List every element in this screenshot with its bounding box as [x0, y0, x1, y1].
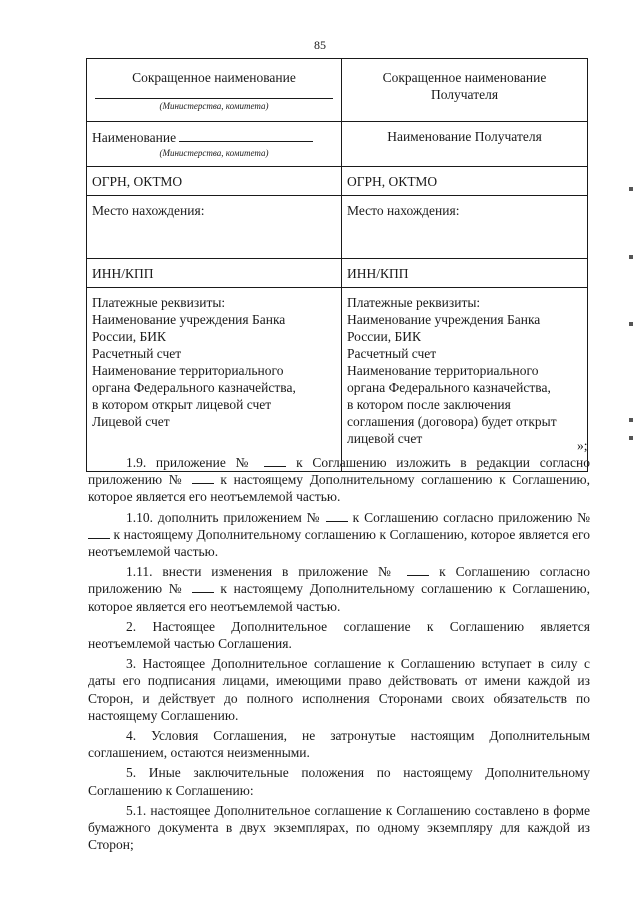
bank-line: Наименование территориального: [92, 363, 284, 378]
bank-line: России, БИК: [347, 329, 421, 344]
table-row: [87, 288, 588, 472]
table-cell: [87, 196, 342, 259]
clause-1-11: [88, 563, 590, 615]
bank-line: Наименование учреждения Банка: [92, 312, 286, 327]
clause-4: 4. Условия Соглашения, не затронутые настоящим Дополнительным соглашением, остаются неизменными.: [88, 728, 590, 761]
signature-underline: [95, 98, 333, 99]
clause-2: 2. Настоящее Дополнительное соглашение к Соглашению является неотъемлемой частью Соглашения.: [88, 618, 590, 652]
bank-line: Платежные реквизиты:: [92, 295, 226, 310]
bank-line: Наименование учреждения Банка: [347, 312, 541, 327]
right-short-title-line2: Получателя: [430, 87, 499, 102]
bank-line: в котором после заключения: [347, 397, 511, 412]
table-row: [87, 259, 588, 288]
scan-margin-mark: [629, 436, 633, 440]
right-name: Наименование Получателя: [387, 129, 542, 144]
bank-line: Наименование территориального: [347, 363, 539, 378]
left-name-line: [92, 128, 336, 146]
requisites-table: [86, 58, 588, 472]
clause-text: к Соглашению изложить в редакции согласно приложению №: [88, 455, 590, 488]
left-short-caption: (Министерства, комитета): [159, 101, 269, 111]
left-ogrn: ОГРН, ОКТМО: [92, 174, 183, 189]
left-inn: ИНН/КПП: [92, 266, 154, 281]
clause-5: 5. Иные заключительные положения по настоящему Дополнительному Соглашению к Соглашению:: [88, 765, 590, 798]
table-cell: [342, 259, 588, 288]
table-cell: [342, 288, 588, 472]
scan-margin-mark: [629, 187, 633, 191]
right-inn: ИНН/КПП: [347, 266, 409, 281]
bank-line: Расчетный счет: [347, 346, 437, 361]
right-place: Место нахождения:: [347, 203, 460, 218]
clause-text: 1.11. внести изменения в приложение №: [126, 564, 398, 580]
closing-quote-mark: »;: [577, 438, 588, 453]
blank-field: [192, 581, 214, 593]
name-underline: [179, 128, 313, 142]
clause-text: 1.9. приложение №: [126, 455, 255, 470]
clause-text: к настоящему Дополнительному соглашению к Соглашению, которое является его неотъемлемой частью.: [88, 472, 591, 505]
bank-line: Лицевой счет: [92, 414, 170, 429]
bank-line: Расчетный счет: [92, 346, 182, 361]
scan-margin-mark: [629, 418, 633, 422]
left-bank-details: [92, 294, 336, 430]
clause-3: 3. Настоящее Дополнительное соглашение к Соглашению вступает в силу с даты его подписания лицами, имеющими право действовать от имени каждой из Сторон, и действует до полного исполнения Сторонами своих обязательств по настоящему Соглашению.: [88, 656, 590, 723]
right-bank-details: [347, 294, 582, 447]
blank-field: [88, 527, 110, 539]
table-cell: [87, 167, 342, 196]
right-ogrn: ОГРН, ОКТМО: [347, 174, 438, 189]
left-place: Место нахождения:: [92, 203, 205, 218]
table-cell: [87, 122, 342, 167]
clause-text: к настоящему Дополнительному соглашению к Соглашению, которое является его неотъемлемой частью.: [88, 581, 591, 614]
bank-line: соглашения (договора) будет открыт: [347, 414, 557, 429]
table-row: [87, 59, 588, 122]
blank-field: [264, 455, 286, 467]
bank-line: лицевой счет: [347, 431, 423, 446]
scan-margin-mark: [629, 322, 633, 326]
clauses-body: [88, 454, 590, 856]
blank-field: [192, 472, 214, 484]
clause-5-1: 5.1. настоящее Дополнительное соглашение к Соглашению составлено в форме бумажного документа в двух экземплярах, по одному экземпляру для каждой из Сторон;: [88, 802, 590, 853]
clause-text: к Соглашению согласно приложению №: [352, 509, 591, 525]
bank-line: органа Федерального казначейства,: [347, 380, 551, 395]
table-row: [87, 196, 588, 259]
bank-line: Платежные реквизиты:: [347, 295, 481, 310]
left-short-title: Сокращенное наименование: [132, 70, 296, 85]
table-cell: [342, 122, 588, 167]
clause-text: 1.10. дополнить приложением №: [126, 509, 321, 525]
clause-1-9: [88, 454, 590, 506]
bank-line: в котором открыт лицевой счет: [92, 397, 272, 412]
table-cell: [87, 288, 342, 472]
table-row: [87, 167, 588, 196]
page-number: 85: [314, 38, 326, 52]
left-name-label: Наименование: [92, 130, 177, 145]
blank-field: [407, 564, 429, 576]
bank-line: органа Федерального казначейства,: [92, 380, 296, 395]
blank-field: [326, 510, 348, 522]
table-cell: [87, 259, 342, 288]
bank-line: России, БИК: [92, 329, 166, 344]
scan-margin-mark: [629, 255, 633, 259]
clause-text: к настоящему Дополнительному соглашению к Соглашению, которое является его неотъемлемой частью.: [88, 526, 591, 560]
table-cell: [342, 196, 588, 259]
right-short-title-line1: Сокращенное наименование: [382, 70, 547, 85]
clause-text: к Соглашению согласно приложению №: [88, 564, 590, 597]
table-cell: [342, 59, 588, 122]
clause-1-10: [88, 509, 590, 561]
left-name-caption: (Министерства, комитета): [159, 148, 269, 158]
table-row: [87, 122, 588, 167]
table-cell: [87, 59, 342, 122]
table-cell: [342, 167, 588, 196]
